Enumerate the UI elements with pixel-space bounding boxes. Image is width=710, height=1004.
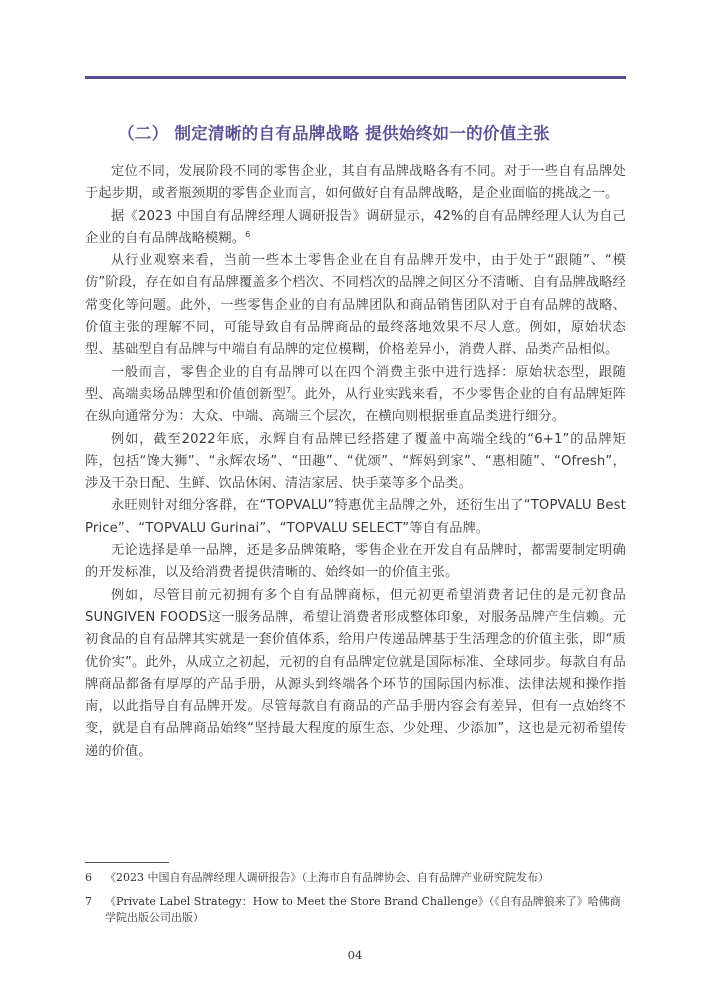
paragraph-text: 从行业观察来看，当前一些本土零售企业在自有品牌开发中，由于处于“跟随”、“模仿”阶段，存在如自有品牌覆盖多个档次、不同档次的品牌之间区分不清晰、自有品牌战略经常变化等问题。此外，一些零售企业的自有品牌团队和商品销售团队对于自有品牌的战略、价值主张的理解不同，可能导致自有品牌商品的最终落地效果不尽人意。例如，原始状态型、基础型自有品牌与中端自有品牌的定位模糊，价格差异小，消费人群、品类产品相似。 — [85, 253, 626, 358]
body-text — [85, 161, 626, 763]
paragraph — [85, 495, 626, 540]
paragraph — [85, 206, 626, 251]
footnote — [85, 894, 630, 926]
paragraph-text: 一般而言，零售企业的自有品牌可以在四个消费主张中进行选择：原始状态型，跟随型、高端卖场品牌型和价值创新型 — [85, 364, 626, 402]
footnote-text: 《Private Label Strategy：How to Meet the Store Brand Challenge》（《自有品牌狼来了》哈佛商学院出版公司出版） — [105, 895, 621, 924]
paragraph — [85, 161, 626, 206]
footnote-text: 《2023 中国自有品牌经理人调研报告》（上海市自有品牌协会、自有品牌产业研究院发布） — [105, 871, 549, 884]
page-number: 04 — [347, 948, 363, 962]
paragraph — [85, 250, 626, 361]
paragraph — [85, 429, 626, 496]
paragraph-text: 据《2023 中国自有品牌经理人调研报告》调研显示，42%的自有品牌经理人认为自己企业的自有品牌战略模糊。 — [85, 208, 626, 246]
paragraph-text: 例如，截至2022年底，永辉自有品牌已经搭建了覆盖中高端全线的“6+1”的品牌矩阵，包括“馋大狮”、“永辉农场”、“田趣”、“优颂”、“辉妈到家”、“惠相随”、“Ofresh”，涉及干杂日配、生鲜、饮品休闲、清洁家居、快手菜等多个品类。 — [85, 431, 626, 492]
paragraph-text: 。此外，从行业实践来看，不少零售企业的自有品牌矩阵在纵向通常分为：大众、中端、高端三个层次，在横向则根据垂直品类进行细分。 — [85, 386, 626, 425]
paragraph-text: 永旺则针对细分客群，在“TOPVALU”特惠优主品牌之外，还衍生出了“TOPVALU Best Price”、“TOPVALU Gurinai”、“TOPVALU SELECT”等自有品牌。 — [85, 498, 626, 536]
footnote-number: 7 — [85, 895, 92, 908]
footnote-divider — [85, 862, 169, 863]
header-rule — [85, 76, 626, 79]
footnote-ref: 7 — [285, 385, 292, 395]
paragraph — [85, 540, 626, 585]
footnote-number: 6 — [85, 871, 92, 884]
paragraph — [85, 362, 626, 429]
section-heading: （二） 制定清晰的自有品牌战略 提供始终如一的价值主张 — [118, 124, 551, 143]
paragraph — [85, 585, 626, 763]
footnotes — [85, 870, 630, 934]
paragraph-text: 无论选择是单一品牌，还是多品牌策略，零售企业在开发自有品牌时，都需要制定明确的开发标准，以及给消费者提供清晰的、始终如一的价值主张。 — [85, 543, 626, 581]
footnote-ref: 6 — [245, 229, 251, 239]
footnote — [85, 870, 630, 886]
paragraph-text: 例如，尽管目前元初拥有多个自有品牌商标，但元初更希望消费者记住的是元初食品SUNGIVEN FOODS这一服务品牌，希望让消费者形成整体印象，对服务品牌产生信赖。元初食品的自有品牌其实就是一套价值体系，给用户传递品牌基于生活理念的价值主张，即“质优价实”。此外，从成立之初起，元初的自有品牌定位就是国际标准、全球同步。每款自有品牌商品都备有厚厚的产品手册，从源头到终端各个环节的国际国内标准、法律法规和操作指南，以此指导自有品牌开发。尽管每款自有商品的产品手册内容会有差异，但有一点始终不变，就是自有品牌商品始终“坚持最大程度的原生态、少处理、少添加”，这也是元初希望传递的价值。 — [85, 587, 626, 759]
paragraph-text: 定位不同，发展阶段不同的零售企业，其自有品牌战略各有不同。对于一些自有品牌处于起步期，或者瓶颈期的零售企业而言，如何做好自有品牌战略，是企业面临的挑战之一。 — [85, 164, 626, 202]
